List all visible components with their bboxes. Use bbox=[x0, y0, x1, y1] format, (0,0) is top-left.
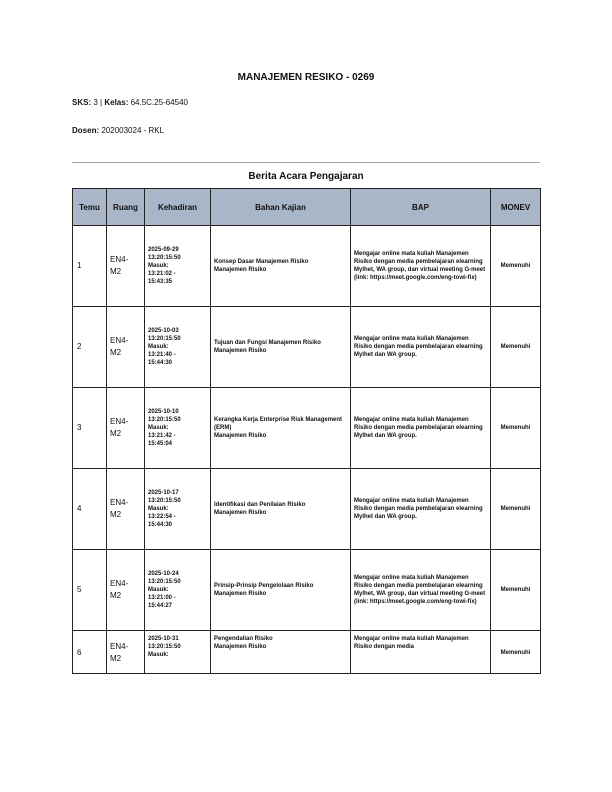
cell-temu: 6 bbox=[73, 631, 107, 674]
cell-monev: Memenuhi bbox=[491, 307, 541, 388]
col-header-bap: BAP bbox=[351, 189, 491, 226]
dosen-label: Dosen: bbox=[72, 126, 100, 135]
cell-kehadiran: 2025-10-31 13:20:15:50 Masuk: bbox=[145, 631, 211, 674]
cell-kehadiran: 2025-10-24 13:20:15:50 Masuk: 13:21:00 - 15:44:27 bbox=[145, 550, 211, 631]
cell-ruang: EN4- M2 bbox=[107, 388, 145, 469]
cell-temu: 1 bbox=[73, 226, 107, 307]
cell-temu: 5 bbox=[73, 550, 107, 631]
cell-temu: 2 bbox=[73, 307, 107, 388]
table-row bbox=[73, 469, 541, 550]
cell-bap: Mengajar online mata kuliah Manajemen Risiko dengan media pembelajaran elearning Mylhet, WA group, dan virtual meeting G-meet (link: https://meet.google.com/eng-towi-fix) bbox=[351, 550, 491, 631]
cell-bap: Mengajar online mata kuliah Manajemen Risiko dengan media pembelajaran elearning Mylhet dan WA group. bbox=[351, 469, 491, 550]
kelas-value: 64.5C.25-64540 bbox=[130, 98, 188, 107]
cell-monev: Memenuhi bbox=[491, 469, 541, 550]
cell-kehadiran: 2025-10-03 13:20:15:50 Masuk: 13:21:40 - 15:44:30 bbox=[145, 307, 211, 388]
kelas-label: Kelas: bbox=[104, 98, 129, 107]
cell-bahan-kajian: Kerangka Kerja Enterprise Risk Management (ERM) Manajemen Risiko bbox=[211, 388, 351, 469]
table-row bbox=[73, 307, 541, 388]
cell-bahan-kajian: Prinsip-Prinsip Pengelolaan Risiko Manajemen Risiko bbox=[211, 550, 351, 631]
cell-monev: Memenuhi bbox=[491, 388, 541, 469]
cell-temu: 4 bbox=[73, 469, 107, 550]
col-header-monev: MONEV bbox=[491, 189, 541, 226]
col-header-bahan-kajian: Bahan Kajian bbox=[211, 189, 351, 226]
sks-kelas-line bbox=[72, 98, 188, 107]
dosen-line bbox=[72, 126, 164, 135]
cell-kehadiran: 2025-10-17 13:20:15:50 Masuk: 13:22:54 - 15:44:30 bbox=[145, 469, 211, 550]
cell-ruang: EN4- M2 bbox=[107, 550, 145, 631]
cell-monev: Memenuhi bbox=[491, 631, 541, 674]
cell-bap: Mengajar online mata kuliah Manajemen Risiko dengan media pembelajaran elearning Mylhet, WA group, dan virtual meeting G-meet (link: https://meet.google.com/eng-towi-fix) bbox=[351, 226, 491, 307]
section-divider bbox=[72, 162, 540, 163]
cell-temu: 3 bbox=[73, 388, 107, 469]
sks-label: SKS: bbox=[72, 98, 92, 107]
cell-bap: Mengajar online mata kuliah Manajemen Risiko dengan media pembelajaran elearning Mylhet dan WA group. bbox=[351, 388, 491, 469]
cell-monev: Memenuhi bbox=[491, 226, 541, 307]
sks-value: 3 | bbox=[93, 98, 103, 107]
cell-ruang: EN4- M2 bbox=[107, 307, 145, 388]
bap-table bbox=[72, 188, 541, 674]
cell-bap: Mengajar online mata kuliah Manajemen Risiko dengan media pembelajaran elearning Mylhet dan WA group. bbox=[351, 307, 491, 388]
cell-bahan-kajian: Tujuan dan Fungsi Manajemen Risiko Manajemen Risiko bbox=[211, 307, 351, 388]
cell-ruang: EN4- M2 bbox=[107, 631, 145, 674]
col-header-temu: Temu bbox=[73, 189, 107, 226]
cell-bahan-kajian: Identifikasi dan Penilaian Risiko Manajemen Risiko bbox=[211, 469, 351, 550]
cell-bahan-kajian: Konsep Dasar Manajemen Risiko Manajemen Risiko bbox=[211, 226, 351, 307]
page-title: MANAJEMEN RESIKO - 0269 bbox=[237, 72, 375, 83]
cell-kehadiran: 2025-10-10 13:20:15:50 Masuk: 13:21:42 - 15:45:04 bbox=[145, 388, 211, 469]
col-header-kehadiran: Kehadiran bbox=[145, 189, 211, 226]
section-title: Berita Acara Pengajaran bbox=[248, 171, 364, 182]
cell-bap: Mengajar online mata kuliah Manajemen Risiko dengan media bbox=[351, 631, 491, 674]
table-row bbox=[73, 550, 541, 631]
cell-bahan-kajian: Pengendalian Risiko Manajemen Risiko bbox=[211, 631, 351, 674]
cell-ruang: EN4- M2 bbox=[107, 226, 145, 307]
cell-kehadiran: 2025-09-29 13:20:15:50 Masuk: 13:21:02 - 15:43:35 bbox=[145, 226, 211, 307]
table-header-row bbox=[73, 189, 541, 226]
cell-ruang: EN4- M2 bbox=[107, 469, 145, 550]
cell-monev: Memenuhi bbox=[491, 550, 541, 631]
table-row bbox=[73, 388, 541, 469]
dosen-value: 202003024 - RKL bbox=[101, 126, 165, 135]
col-header-ruang: Ruang bbox=[107, 189, 145, 226]
table-row bbox=[73, 226, 541, 307]
table-row bbox=[73, 631, 541, 674]
